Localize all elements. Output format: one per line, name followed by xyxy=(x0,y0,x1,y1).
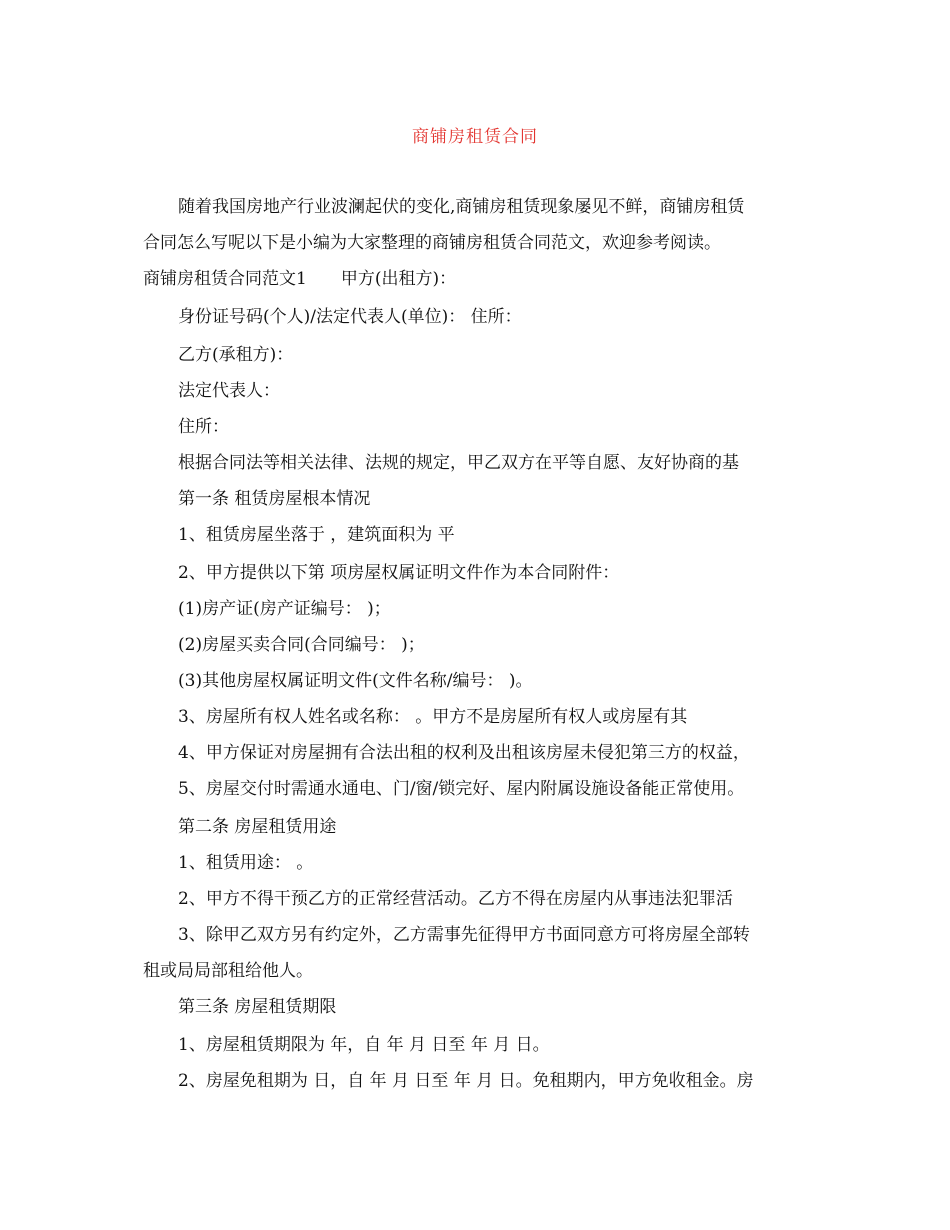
paragraph-line: 租或局局部租给他人。 xyxy=(143,961,313,981)
section-heading: 第三条 房屋租赁期限 xyxy=(178,997,337,1017)
paragraph-line: 2、甲方提供以下第 项房屋权属证明文件作为本合同附件： xyxy=(178,563,620,583)
document-title: 商铺房租赁合同 xyxy=(412,127,538,147)
paragraph-line: 3、除甲乙双方另有约定外，乙方需事先征得甲方书面同意方可将房屋全部转 xyxy=(178,925,750,945)
paragraph-line: 2、甲方不得干预乙方的正常经营活动。乙方不得在房屋内从事违法犯罪活 xyxy=(178,889,733,909)
paragraph-line: 1、租赁用途： 。 xyxy=(178,853,314,873)
paragraph-line: 身份证号码(个人)/法定代表人(单位)： 住所： xyxy=(178,307,522,327)
section-heading: 第一条 租赁房屋根本情况 xyxy=(178,489,371,509)
paragraph-line: 5、房屋交付时需通水通电、门/窗/锁完好、屋内附属设施设备能正常使用。 xyxy=(178,779,745,799)
paragraph-line: (2)房屋买卖合同(合同编号： )； xyxy=(178,635,425,655)
section-heading: 第二条 房屋租赁用途 xyxy=(178,817,337,837)
paragraph-line: 随着我国房地产行业波澜起伏的变化,商铺房租赁现象屡见不鲜，商铺房租赁 xyxy=(178,197,745,217)
paragraph-line: 2、房屋免租期为 日，自 年 月 日至 年 月 日。免租期内，甲方免收租金。房 xyxy=(178,1071,754,1091)
paragraph-line: 根据合同法等相关法律、法规的规定，甲乙双方在平等自愿、友好协商的基 xyxy=(178,453,739,473)
paragraph-line: (1)房产证(房产证编号： )； xyxy=(178,599,391,619)
paragraph-line: 4、甲方保证对房屋拥有合法出租的权利及出租该房屋未侵犯第三方的权益， xyxy=(178,743,750,763)
paragraph-line: 乙方(承租方)： xyxy=(178,345,294,365)
paragraph-line: 1、房屋租赁期限为 年，自 年 月 日至 年 月 日。 xyxy=(178,1035,550,1055)
paragraph-line: 住所： xyxy=(178,417,229,437)
paragraph-line: 1、租赁房屋坐落于 ，建筑面积为 平 xyxy=(178,525,455,545)
paragraph-line: 商铺房租赁合同范文1 甲方(出租方)： xyxy=(143,269,457,289)
paragraph-line: (3)其他房屋权属证明文件(文件名称/编号： )。 xyxy=(178,671,533,691)
paragraph-line: 合同怎么写呢以下是小编为大家整理的商铺房租赁合同范文，欢迎参考阅读。 xyxy=(143,233,721,253)
paragraph-line: 法定代表人： xyxy=(178,381,280,401)
paragraph-line: 3、房屋所有权人姓名或名称： 。甲方不是房屋所有权人或房屋有其 xyxy=(178,707,688,727)
